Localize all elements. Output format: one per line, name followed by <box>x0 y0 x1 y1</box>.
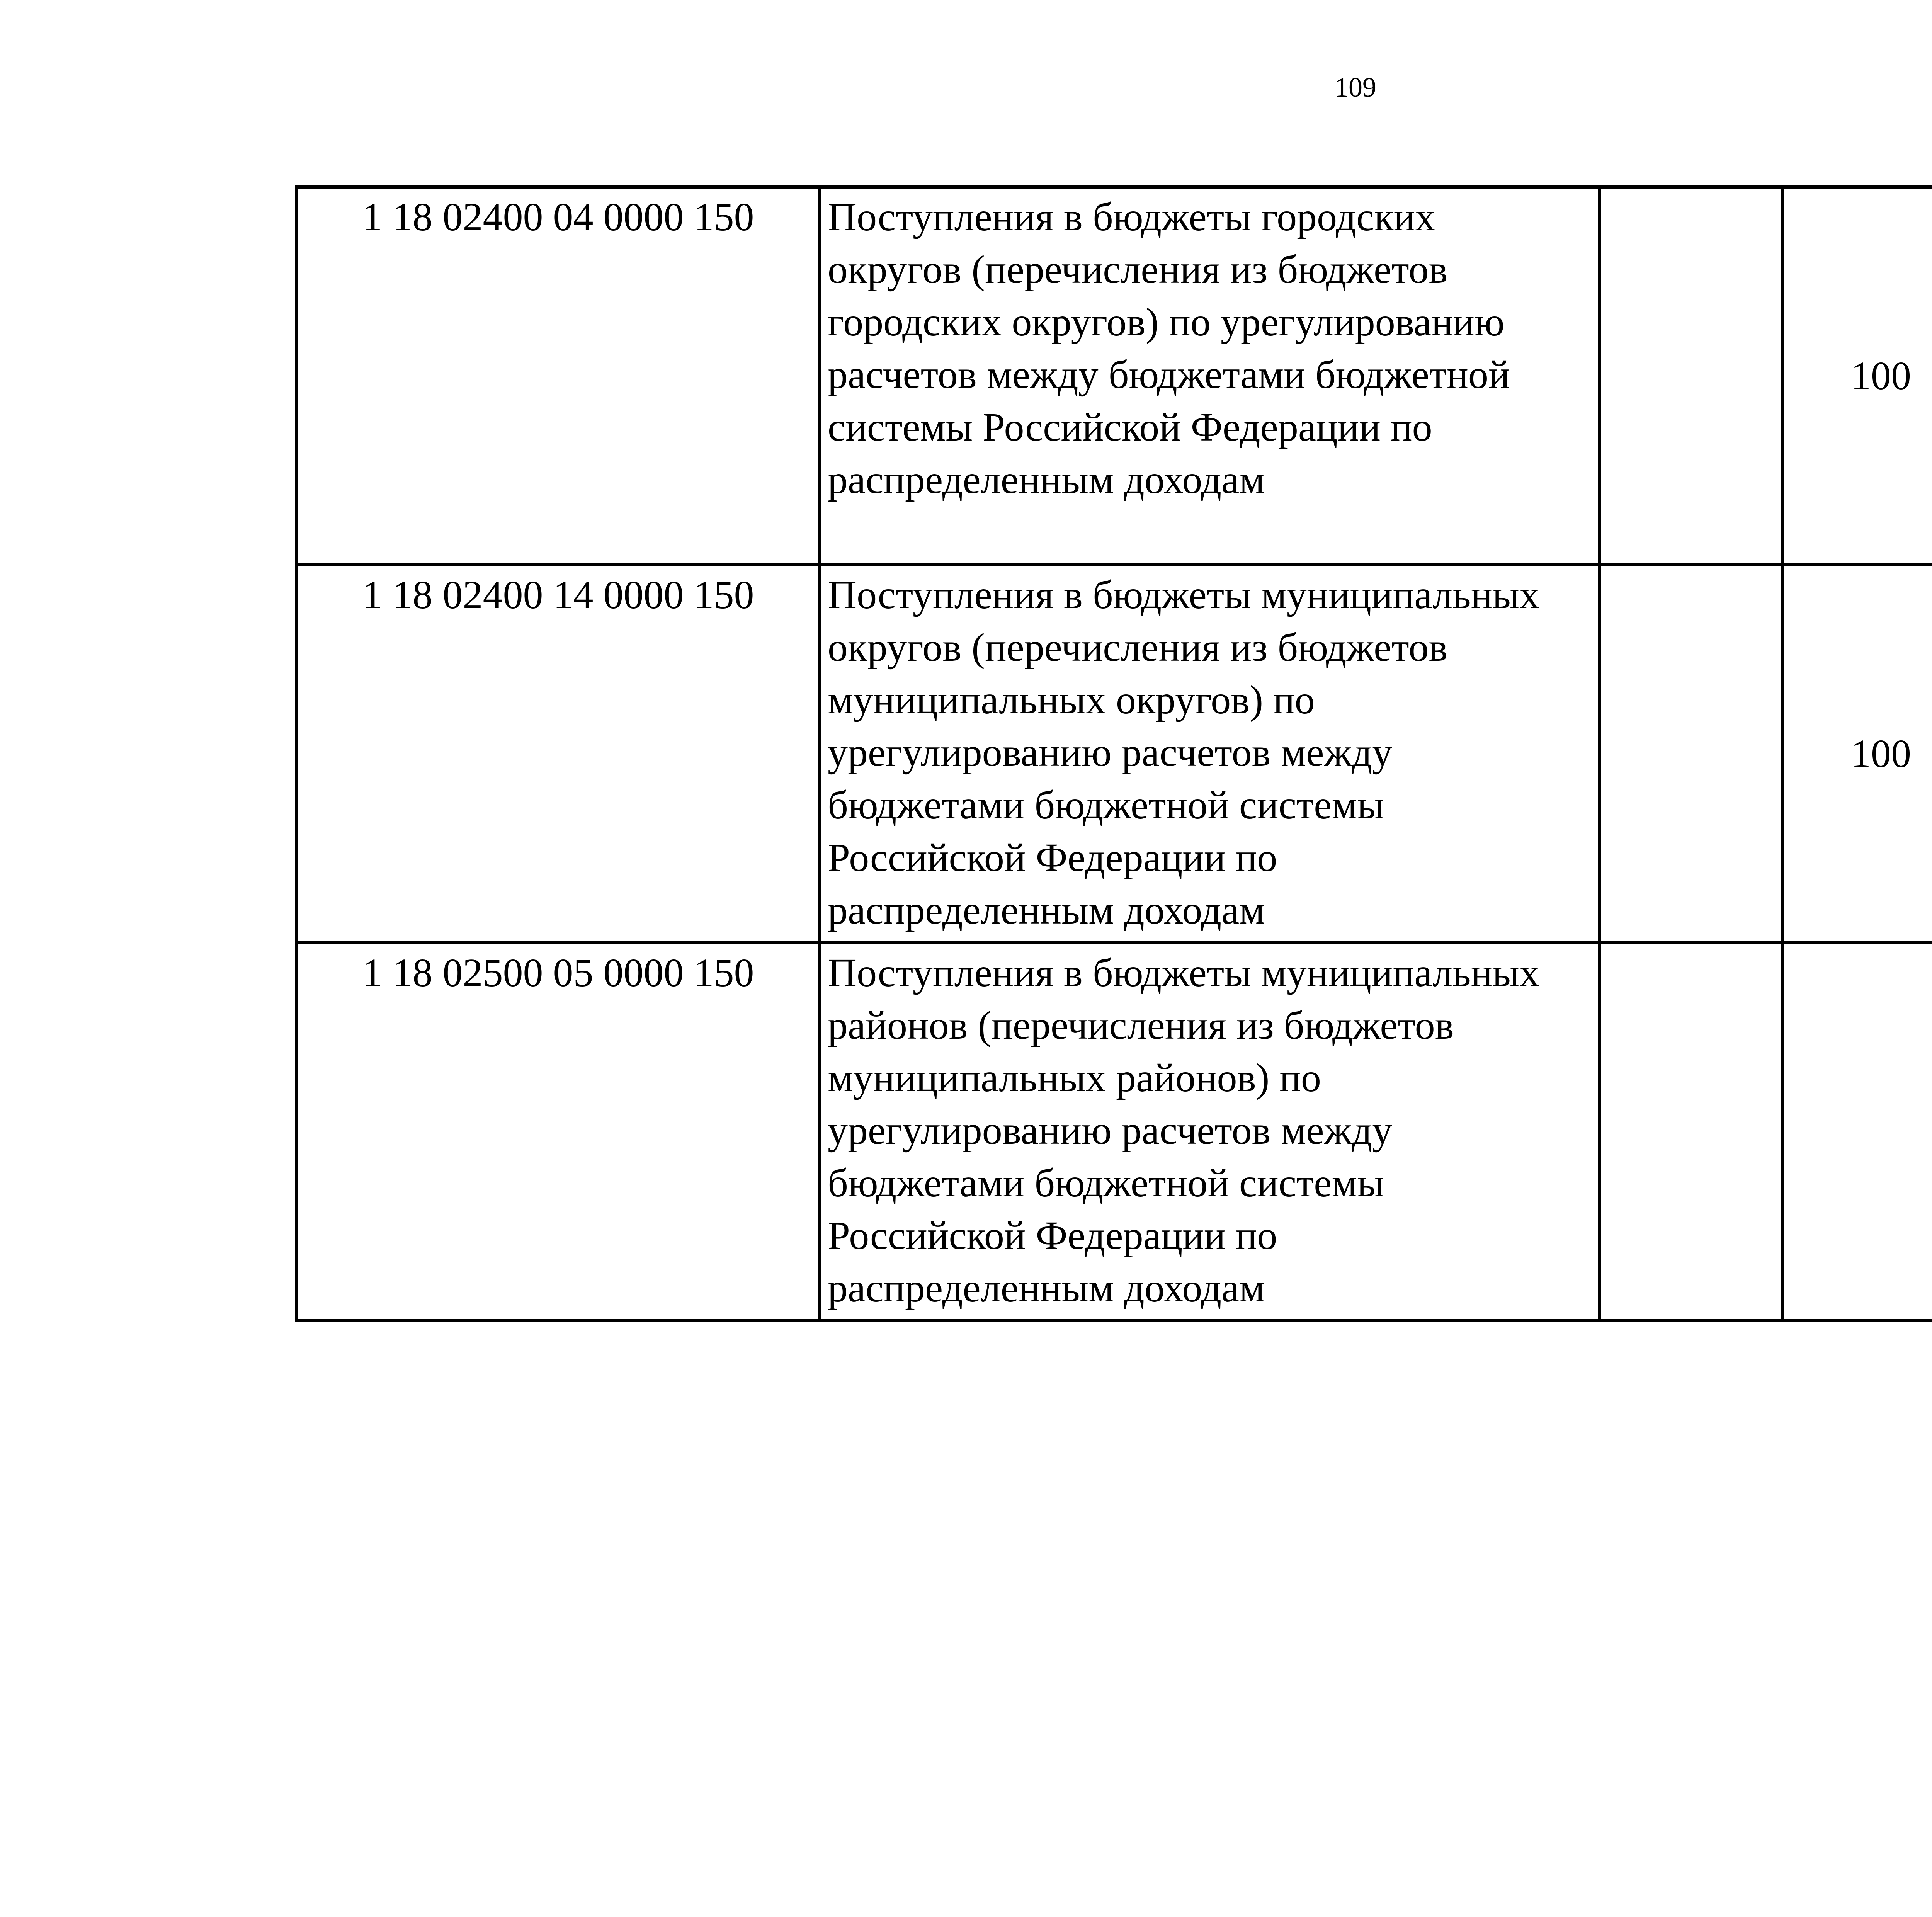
revenue-distribution-table <box>295 185 1932 1322</box>
description-line: Российской Федерации по <box>828 835 1277 880</box>
description-line: урегулированию расчетов между <box>828 730 1393 775</box>
page-number: 109 <box>1335 72 1376 103</box>
description-line: Поступления в бюджеты городских <box>828 195 1435 239</box>
revenue-code-cell: 1 18 02500 05 0000 150 <box>296 943 820 1321</box>
description-line: районов (перечисления из бюджетов <box>828 1003 1454 1048</box>
description-line: муниципальных районов) по <box>828 1056 1321 1100</box>
value-cell <box>1600 187 1782 565</box>
value-cell: 100 <box>1782 187 1932 565</box>
description-line: распределенным доходам <box>828 888 1265 932</box>
table-row <box>296 943 1932 1321</box>
value-cell <box>1782 943 1932 1321</box>
description-line: бюджетами бюджетной системы <box>828 1161 1384 1205</box>
description-line: расчетов между бюджетами бюджетной <box>828 352 1510 397</box>
description-line: Поступления в бюджеты муниципальных <box>828 573 1540 617</box>
revenue-code-cell: 1 18 02400 04 0000 150 <box>296 187 820 565</box>
description-line: системы Российской Федерации по <box>828 405 1432 449</box>
description-line: бюджетами бюджетной системы <box>828 783 1384 827</box>
value-cell: 100 <box>1782 565 1932 943</box>
table-row <box>296 187 1932 565</box>
description-line: городских округов) по урегулированию <box>828 300 1505 344</box>
revenue-description-cell <box>820 187 1600 565</box>
table-row <box>296 565 1932 943</box>
description-line: округов (перечисления из бюджетов <box>828 247 1448 292</box>
description-line: Российской Федерации по <box>828 1213 1277 1258</box>
revenue-description-cell <box>820 943 1600 1321</box>
revenue-description-cell <box>820 565 1600 943</box>
description-line: муниципальных округов) по <box>828 678 1315 722</box>
description-line: урегулированию расчетов между <box>828 1108 1393 1153</box>
value-cell <box>1600 943 1782 1321</box>
description-line: округов (перечисления из бюджетов <box>828 625 1448 670</box>
value-cell <box>1600 565 1782 943</box>
description-line: Поступления в бюджеты муниципальных <box>828 951 1540 995</box>
description-line: распределенным доходам <box>828 458 1265 502</box>
description-line: распределенным доходам <box>828 1266 1265 1310</box>
revenue-code-cell: 1 18 02400 14 0000 150 <box>296 565 820 943</box>
